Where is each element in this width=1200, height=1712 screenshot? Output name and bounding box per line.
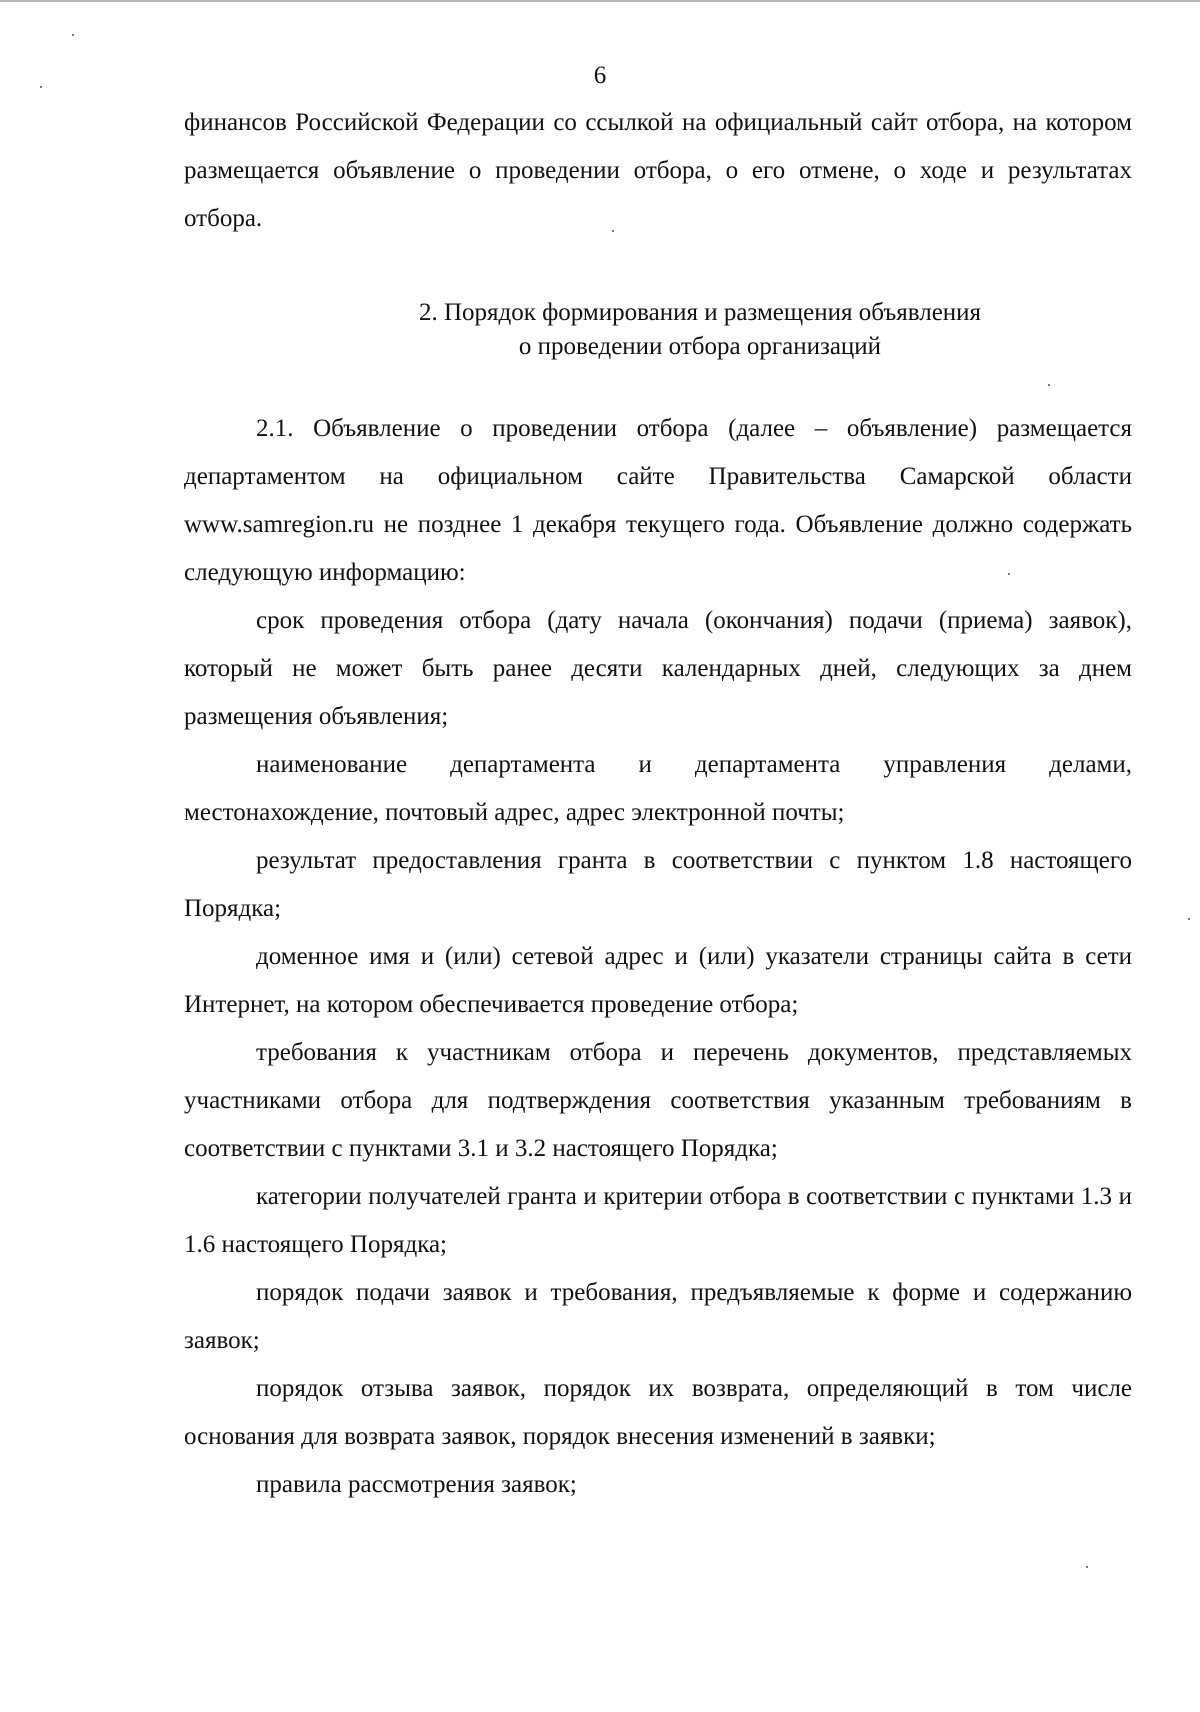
section-title-line-2: о проведении отбора организаций (518, 333, 882, 360)
paragraph: наименование департамента и департамента управления делами, местонахождение, почтовый адрес, адрес электронной почты; (184, 751, 1132, 826)
scan-border (0, 0, 1200, 2)
scan-speck (1188, 918, 1190, 920)
scan-speck (1086, 1566, 1088, 1568)
paragraph: 2.1. Объявление о проведении отбора (далее – объявление) размещается департаментом на официальном сайте Правительства Самарской области www.samregion.ru не позднее 1 декабря текущего года. Объявление должно содержать следующую информацию: (184, 415, 1132, 586)
paragraph: порядок подачи заявок и требования, предъявляемые к форме и содержанию заявок; (184, 1279, 1132, 1354)
paragraph: категории получателей гранта и критерии отбора в соответствии с пунктами 1.3 и 1.6 настоящего Порядка; (184, 1183, 1132, 1258)
intro-text (184, 99, 1132, 243)
scan-speck (1048, 384, 1050, 386)
paragraph: требования к участникам отбора и перечень документов, представляемых участниками отбора для подтверждения соответствия указанным требованиям в соответствии с пунктами 3.1 и 3.2 настоящего Порядка; (184, 1039, 1132, 1162)
paragraph: порядок отзыва заявок, порядок их возврата, определяющий в том числе основания для возврата заявок, порядок внесения изменений в заявки; (184, 1375, 1132, 1450)
paragraph: доменное имя и (или) сетевой адрес и (или) указатели страницы сайта в сети Интернет, на котором обеспечивается проведение отбора; (184, 943, 1132, 1018)
scan-speck (612, 230, 614, 232)
intro-paragraph: финансов Российской Федерации со ссылкой на официальный сайт отбора, на котором размещается объявление о проведении отбора, о его отмене, о ходе и результатах отбора. (184, 109, 1132, 232)
scan-speck (72, 34, 74, 36)
paragraph: правила рассмотрения заявок; (256, 1471, 577, 1498)
section-heading (320, 296, 1080, 364)
paragraph: срок проведения отбора (дату начала (окончания) подачи (приема) заявок), который не может быть ранее десяти календарных дней, следующих за днем размещения объявления; (184, 607, 1132, 730)
scan-speck (40, 86, 42, 88)
body-text (184, 405, 1132, 1509)
paragraph: результат предоставления гранта в соответствии с пунктом 1.8 настоящего Порядка; (184, 847, 1132, 922)
scan-speck (1008, 573, 1010, 575)
page-number: 6 (593, 62, 607, 89)
section-title-line-1: 2. Порядок формирования и размещения объявления (418, 299, 982, 326)
